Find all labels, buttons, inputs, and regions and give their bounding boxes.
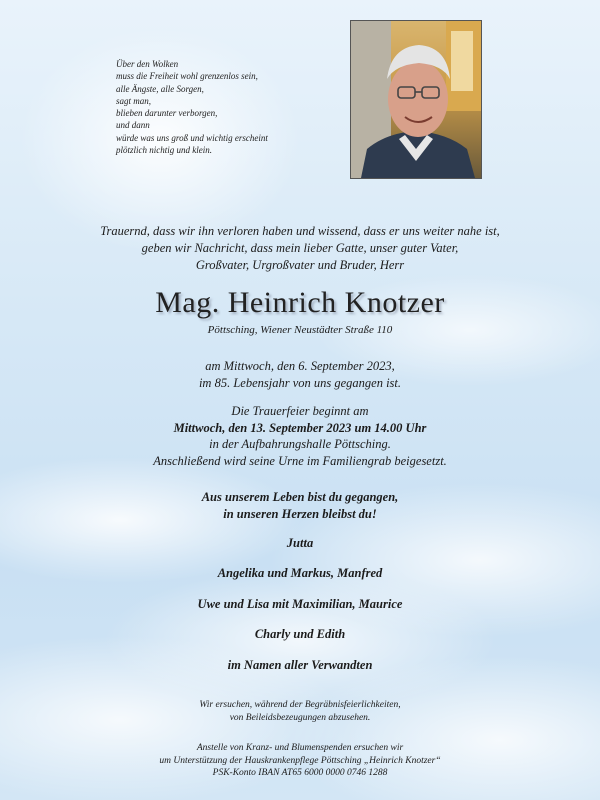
poem-line: blieben darunter verborgen,	[116, 108, 218, 119]
mourner-name: Angelika und Markus, Manfred	[217, 566, 383, 580]
donation-line: Anstelle von Kranz- und Blumenspenden ersuchen wir	[196, 743, 404, 753]
memorial-verse	[0, 489, 600, 523]
request-line: von Beileidsbezeugungen abzusehen.	[229, 713, 371, 723]
poem-line: plötzlich nichtig und klein.	[116, 145, 212, 156]
poem-line: und dann	[116, 120, 150, 131]
announcement-intro	[0, 223, 600, 274]
poem-line: Über den Wolken	[116, 59, 179, 69]
mourner-name: im Namen aller Verwandten	[227, 658, 373, 672]
condolence-request	[0, 699, 600, 725]
intro-line: geben wir Nachricht, dass mein lieber Gatte, unser guter Vater,	[141, 241, 459, 255]
portrait-photo	[350, 20, 482, 179]
mourner-name: Uwe und Lisa mit Maximilian, Maurice	[197, 597, 403, 611]
death-notice	[0, 358, 600, 392]
poem-line: sagt man,	[116, 95, 152, 106]
donation-notice	[0, 742, 600, 780]
verse-line: Aus unserem Leben bist du gegangen,	[201, 490, 399, 504]
service-line: Die Trauerfeier beginnt am	[231, 404, 369, 418]
funeral-service	[0, 403, 600, 469]
poem	[116, 58, 346, 156]
deceased-name: Mag. Heinrich Knotzer	[155, 286, 445, 319]
request-line: Wir ersuchen, während der Begräbnisfeierlichkeiten,	[199, 700, 401, 710]
portrait-image	[351, 21, 481, 178]
service-line: in der Aufbahrungshalle Pöttsching.	[209, 437, 391, 451]
poem-line: würde was uns groß und wichtig erscheint	[116, 132, 268, 143]
deceased-address: Pöttsching, Wiener Neustädter Straße 110	[207, 324, 393, 336]
mourner-name: Jutta	[286, 536, 314, 550]
donation-line: um Unterstützung der Hauskrankenpflege Pöttsching „Heinrich Knotzer“	[159, 755, 441, 766]
death-line: am Mittwoch, den 6. September 2023,	[205, 359, 395, 373]
intro-line: Trauernd, dass wir ihn verloren haben und wissend, dass er uns weiter nahe ist,	[100, 224, 500, 238]
poem-line: muss die Freiheit wohl grenzenlos sein,	[116, 71, 258, 82]
intro-line: Großvater, Urgroßvater und Bruder, Herr	[195, 258, 405, 272]
mourner-name: Charly und Edith	[254, 627, 346, 641]
service-line: Anschließend wird seine Urne im Familiengrab beigesetzt.	[153, 453, 447, 468]
verse-line: in unseren Herzen bleibst du!	[223, 507, 377, 521]
death-line: im 85. Lebensjahr von uns gegangen ist.	[198, 376, 402, 390]
service-date: Mittwoch, den 13. September 2023 um 14.00 Uhr	[173, 420, 427, 435]
donation-iban: PSK-Konto IBAN AT65 6000 0000 0746 1288	[212, 768, 388, 778]
poem-line: alle Ängste, alle Sorgen,	[116, 83, 204, 94]
